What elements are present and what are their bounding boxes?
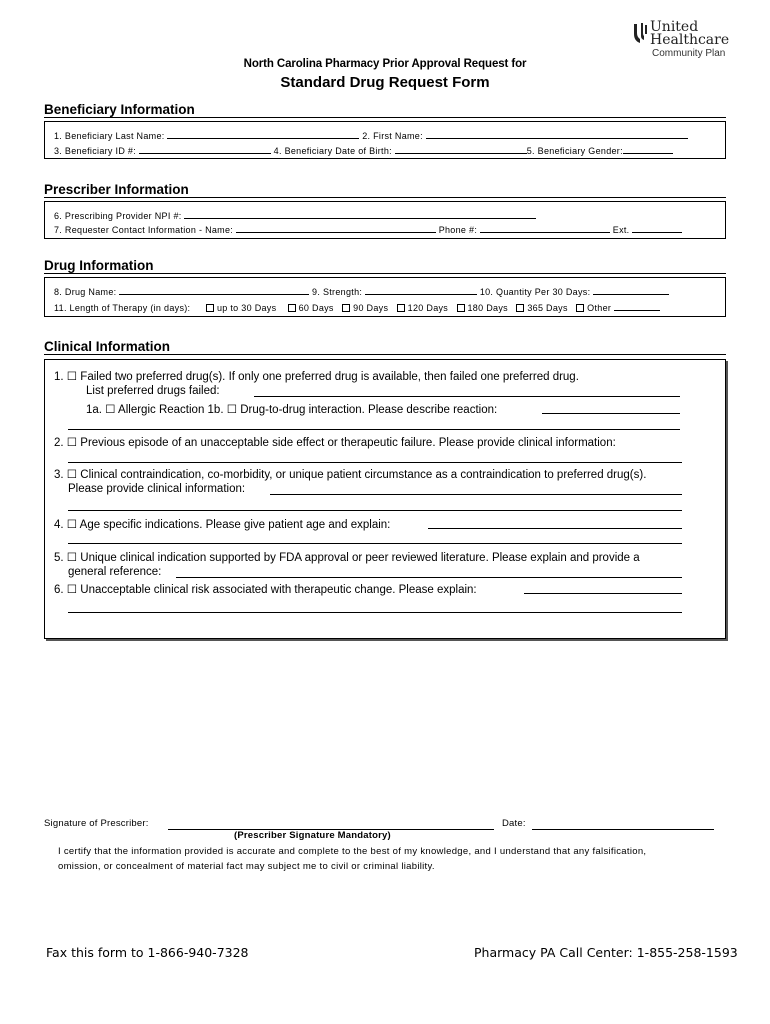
clinical-heading: Clinical Information [44,339,171,354]
q6-explain-field[interactable] [524,593,682,594]
npi-label: 6. Prescribing Provider NPI #: [54,211,182,221]
drug-name-field[interactable] [119,284,309,295]
clinical-q2: 2. ☐ Previous episode of an unacceptable side effect or therapeutic failure. Please provide clinical information: [54,437,616,449]
beneficiary-row-2 [54,143,673,156]
drug-name-label: 8. Drug Name: [54,287,117,297]
checkbox-icon[interactable] [516,304,524,312]
phone-label: Phone #: [438,225,478,235]
uhc-logo [630,20,730,60]
checkbox-icon[interactable] [342,304,350,312]
logo-text-healthcare: Healthcare [650,32,730,48]
contact-name-field[interactable] [236,222,436,233]
pa-call-center: Pharmacy PA Call Center: 1-855-258-1593 [474,945,738,960]
therapy-option[interactable]: 60 Days [288,303,334,313]
q4-extra-line[interactable] [68,543,682,544]
therapy-option[interactable]: 180 Days [457,303,508,313]
beneficiary-row-1 [54,128,688,141]
clinical-q1: 1. ☐ Failed two preferred drug(s). If only one preferred drug is available, then failed one preferred drug. [54,371,579,383]
quantity-field[interactable] [593,284,669,295]
therapy-option[interactable]: 120 Days [397,303,448,313]
clinical-q5-ref-label: general reference: [68,566,162,578]
form-title: Standard Drug Request Form [280,74,490,91]
signature-mandatory-note: (Prescriber Signature Mandatory) [234,830,391,841]
phone-field[interactable] [480,222,610,233]
therapy-option[interactable]: up to 30 Days [206,303,276,313]
clinical-rule [44,354,726,355]
drug-heading: Drug Information [44,258,154,273]
q3-extra-line[interactable] [68,510,682,511]
checkbox-icon[interactable] [576,304,584,312]
npi-field[interactable] [184,208,536,219]
therapy-option[interactable]: 365 Days [516,303,567,313]
gender-field[interactable] [623,143,673,154]
checkbox-icon[interactable] [397,304,405,312]
certification-line-2: omission, or concealment of material fact may subject me to civil or criminal liability. [58,861,435,872]
q6-extra-line[interactable] [68,612,682,613]
drug-rule [44,273,726,274]
clinical-box [44,359,726,639]
drug-row-1 [54,284,669,297]
first-name-field[interactable] [426,128,688,139]
prescriber-rule [44,197,726,198]
signature-label: Signature of Prescriber: [44,818,149,829]
last-name-field[interactable] [167,128,359,139]
last-name-label: 1. Beneficiary Last Name: [54,131,165,141]
first-name-label: 2. First Name: [362,131,423,141]
beneficiary-heading: Beneficiary Information [44,102,195,117]
form-pre-title: North Carolina Pharmacy Prior Approval Request for [243,58,527,70]
q4-explain-field[interactable] [428,528,682,529]
q1-list-field[interactable] [254,396,680,397]
clinical-q4: 4. ☐ Age specific indications. Please give patient age and explain: [54,519,391,531]
certification-line-1: I certify that the information provided is accurate and complete to the best of my knowledge, and I understand that any falsification, [58,846,647,857]
therapy-option[interactable]: 90 Days [342,303,388,313]
ext-label: Ext. [612,225,630,235]
drug-row-2 [54,300,660,313]
prescriber-row-2 [54,222,682,235]
q3-info-field[interactable] [270,494,682,495]
logo-text-united: United [650,19,699,35]
q5-reference-field[interactable] [176,577,682,578]
checkbox-icon[interactable] [288,304,296,312]
logo-text-community-plan: Community Plan [652,48,726,59]
therapy-length-label: 11. Length of Therapy (in days): [54,303,191,313]
dob-label: 4. Beneficiary Date of Birth: [273,146,392,156]
beneficiary-id-label: 3. Beneficiary ID #: [54,146,137,156]
ext-field[interactable] [632,222,682,233]
contact-name-label: 7. Requester Contact Information - Name: [54,225,234,235]
dob-field[interactable] [395,143,527,154]
therapy-option[interactable]: Other [576,303,611,313]
strength-field[interactable] [365,284,477,295]
clinical-q5: 5. ☐ Unique clinical indication supported by FDA approval or peer reviewed literature. Please explain and provide a [54,552,640,564]
prescriber-row-1 [54,208,536,221]
quantity-label: 10. Quantity Per 30 Days: [479,287,591,297]
clinical-q3: 3. ☐ Clinical contraindication, co-morbidity, or unique patient circumstance as a contraindication to preferred drug(s). [54,469,647,481]
checkbox-icon[interactable] [457,304,465,312]
beneficiary-rule [44,117,726,118]
date-field[interactable] [532,829,714,830]
q1a-reaction-field[interactable] [542,413,680,414]
fax-number: Fax this form to 1-866-940-7328 [46,945,249,960]
date-label: Date: [502,818,526,829]
gender-label: 5. Beneficiary Gender: [526,146,623,156]
clinical-q1-list-label: List preferred drugs failed: [86,385,220,397]
prescriber-heading: Prescriber Information [44,182,189,197]
clinical-q6: 6. ☐ Unacceptable clinical risk associated with therapeutic change. Please explain: [54,584,477,596]
therapy-other-field[interactable] [614,300,660,311]
strength-label: 9. Strength: [312,287,363,297]
uhc-logo-icon [632,22,648,44]
clinical-q1a: 1a. ☐ Allergic Reaction 1b. ☐ Drug-to-drug interaction. Please describe reaction: [86,404,498,416]
clinical-q3-info-label: Please provide clinical information: [68,483,246,495]
beneficiary-id-field[interactable] [139,143,271,154]
q2-info-field[interactable] [68,462,682,463]
checkbox-icon[interactable] [206,304,214,312]
q1-extra-line[interactable] [68,429,680,430]
